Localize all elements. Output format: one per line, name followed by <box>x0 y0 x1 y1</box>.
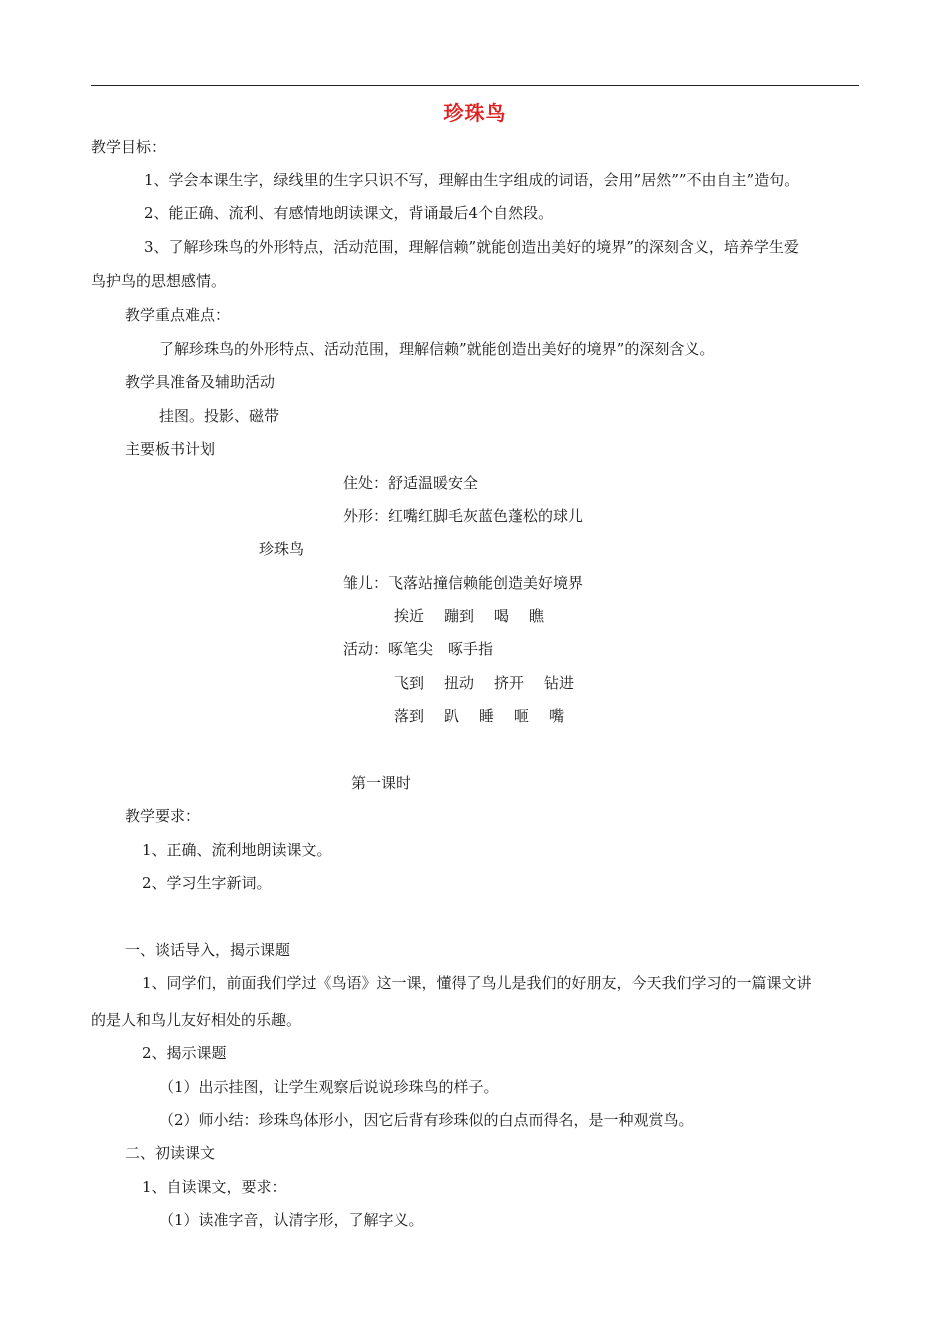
section-2-heading: 二、初读课文 <box>125 1144 216 1162</box>
board-word: 睡 <box>479 707 495 725</box>
section-1-p1-cont: 的是人和鸟儿友好相处的乐趣。 <box>91 1011 302 1029</box>
lesson-1-req-heading: 教学要求： <box>125 807 201 825</box>
board-activity-row2 <box>394 673 574 693</box>
materials-heading: 教学具准备及辅助活动 <box>125 373 276 391</box>
objectives-heading: 教学目标： <box>91 138 167 156</box>
board-chick-words <box>394 606 544 626</box>
board-center-title: 珍珠鸟 <box>259 540 305 558</box>
board-activity: 活动：啄笔尖 啄手指 <box>343 640 494 658</box>
board-word: 飞到 <box>394 674 425 692</box>
section-2-p1-item-1: （1）读准字音，认清字形，了解字义。 <box>159 1211 424 1229</box>
objective-3-cont: 鸟护鸟的思想感情。 <box>91 272 227 290</box>
key-points-text: 了解珍珠鸟的外形特点、活动范围，理解信赖”就能创造出美好的境界”的深刻含义。 <box>159 340 715 358</box>
board-word: 落到 <box>394 707 425 725</box>
objective-2: 2、能正确、流利、有感情地朗读课文，背诵最后4个自然段。 <box>144 204 554 222</box>
key-points-heading: 教学重点难点： <box>125 306 231 324</box>
board-word: 喝 <box>494 607 510 625</box>
board-word: 咂 <box>514 707 530 725</box>
board-word: 挤开 <box>494 674 525 692</box>
board-word: 蹦到 <box>444 607 475 625</box>
objective-3: 3、了解珍珠鸟的外形特点，活动范围，理解信赖”就能创造出美好的境界”的深刻含义，培养学生爱 <box>144 238 799 256</box>
board-word: 扭动 <box>444 674 475 692</box>
board-heading: 主要板书计划 <box>125 440 216 458</box>
section-2-p1: 1、自读课文，要求： <box>142 1178 287 1196</box>
header-rule <box>91 85 859 86</box>
board-home: 住处：舒适温暖安全 <box>343 474 479 492</box>
lesson-1-heading: 第一课时 <box>351 774 412 792</box>
document-title: 珍珠鸟 <box>443 101 507 125</box>
section-1-heading: 一、谈话导入，揭示课题 <box>125 941 291 959</box>
materials-text: 挂图。投影、磁带 <box>159 407 280 425</box>
board-appearance: 外形：红嘴红脚毛灰蓝色蓬松的球儿 <box>343 507 584 525</box>
objective-1: 1、学会本课生字，绿线里的生字只识不写，理解由生字组成的词语，会用”居然””不由自主”造句。 <box>144 171 800 189</box>
board-word: 趴 <box>444 707 460 725</box>
lesson-1-req-2: 2、学习生字新词。 <box>142 874 272 892</box>
lesson-1-req-1: 1、正确、流利地朗读课文。 <box>142 841 332 859</box>
board-word: 钻进 <box>544 674 575 692</box>
section-1-p2: 2、揭示课题 <box>142 1044 227 1062</box>
board-word: 瞧 <box>529 607 545 625</box>
section-1-p2-item-2: （2）师小结：珍珠鸟体形小，因它后背有珍珠似的白点而得名，是一种观赏鸟。 <box>159 1111 694 1129</box>
board-chick: 雏儿：飞落站撞信赖能创造美好境界 <box>343 574 584 592</box>
board-activity-row3 <box>394 706 564 726</box>
section-1-p2-item-1: （1）出示挂图，让学生观察后说说珍珠鸟的样子。 <box>159 1078 499 1096</box>
board-word: 嘴 <box>549 707 565 725</box>
board-word: 挨近 <box>394 607 425 625</box>
section-1-p1: 1、同学们，前面我们学过《鸟语》这一课，懂得了鸟儿是我们的好朋友，今天我们学习的一篇课文讲 <box>142 974 812 992</box>
